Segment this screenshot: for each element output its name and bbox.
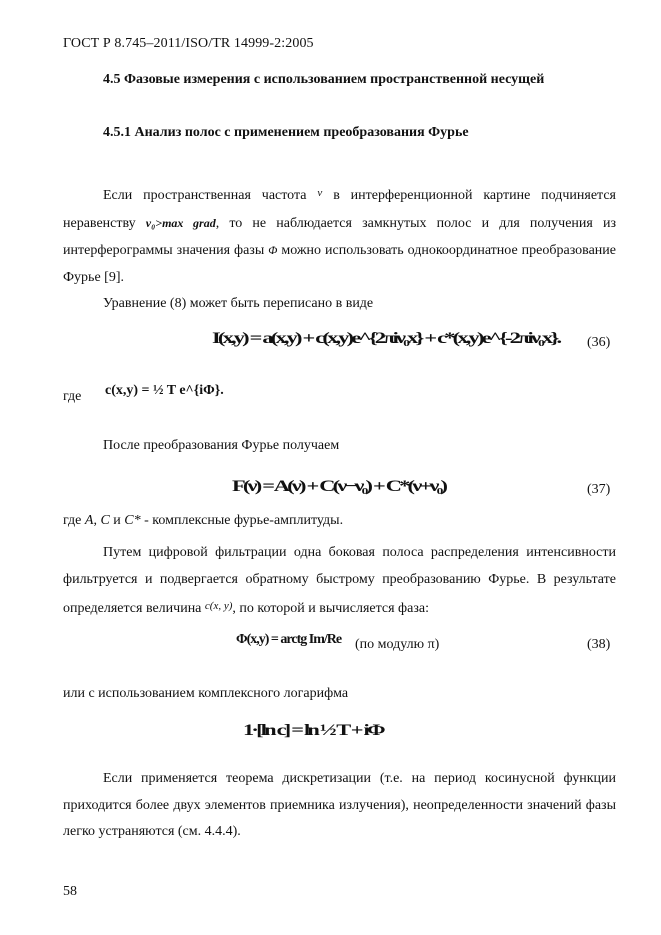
- formula-36-tail: .: [556, 330, 560, 347]
- comma: ,: [93, 513, 97, 528]
- inequality-formula: ν₀>max grad: [145, 215, 216, 230]
- paragraph-sampling-theorem: Если применяется теорема дискретизации (т.е. на период косинусной функции приходится более двух элементов приемника излучения), неопределенности значений фазы легко устраняются (см. 4.4.4).: [63, 771, 616, 839]
- paragraph-spatial-frequency: [63, 180, 616, 291]
- p1-text-d: можно использовать однокоординатное преобразование Фурье [9].: [63, 243, 616, 285]
- symbol-c: C: [100, 513, 110, 528]
- paragraph-after-fourier: После преобразования Фурье получаем: [103, 438, 340, 453]
- formula-38: Φ(x,y) = arctg Im/Re: [236, 632, 342, 647]
- equation-number-37: (37): [587, 482, 611, 497]
- symbol-c-star: C*: [124, 513, 141, 528]
- page-number: 58: [63, 884, 77, 899]
- p1-text-c: , то не наблюдается замкнутых полос и для получения из интерферограммы значения фазы: [63, 215, 616, 258]
- where-line-2: [63, 513, 343, 529]
- equation-number-38: (38): [587, 637, 611, 652]
- p1-text-a: Если пространственная частота: [103, 188, 307, 203]
- paragraph-complex-log: или с использованием комплексного логарифма: [63, 686, 349, 701]
- equation-number-36: (36): [587, 335, 611, 350]
- formula-38-modulo-note: (по модулю π): [355, 637, 440, 652]
- c-definition-formula: c(x,y) = ½ T e^{iΦ}.: [105, 383, 224, 398]
- formula-37: F(ν) = A(ν) + C(ν−ν₀) + C*(ν+ν₀): [232, 478, 446, 495]
- amplitudes-text: - комплексные фурье-амплитуды.: [144, 513, 344, 528]
- formula-36-body: I(x,y) = a(x,y) + c(x,y)e^{2πiν₀x} + c*(x,y)e^{-2πiν₀x}: [212, 330, 557, 347]
- section-heading-4-5: 4.5 Фазовые измерения с использованием пространственной несущей: [103, 72, 545, 87]
- document-code-header: ГОСТ Р 8.745–2011/ISO/TR 14999-2:2005: [63, 36, 314, 51]
- formula-complex-log: 1·[ln c] = ln ½ T + iΦ: [243, 722, 383, 739]
- phi-symbol: Φ: [268, 243, 278, 257]
- where-label-2: где: [63, 513, 82, 528]
- section-heading-4-5-1: 4.5.1 Анализ полос с применением преобразования Фурье: [103, 125, 469, 140]
- paragraph-digital-filtering: [63, 540, 616, 623]
- symbol-a: A: [84, 513, 94, 528]
- where-line-1: [63, 389, 81, 405]
- p1-text-b: в интерференционной картине подчиняется неравенству: [63, 188, 617, 231]
- and-word: и: [113, 513, 121, 528]
- formula-36: [212, 330, 559, 348]
- paragraph-equation-8: Уравнение (8) может быть переписано в виде: [103, 296, 374, 311]
- nu-symbol: ν: [317, 187, 323, 199]
- where-label: где: [63, 389, 82, 404]
- c-xy-symbol: c(x, y): [204, 600, 233, 612]
- p4-text-b: , по которой и вычисляется фаза:: [232, 601, 429, 616]
- p4-text-a: Путем цифровой фильтрации одна боковая полоса распределения интенсивности фильтруется и подвергается обратному быстрому преобразованию Фурье. В результате определяется величина: [63, 545, 616, 616]
